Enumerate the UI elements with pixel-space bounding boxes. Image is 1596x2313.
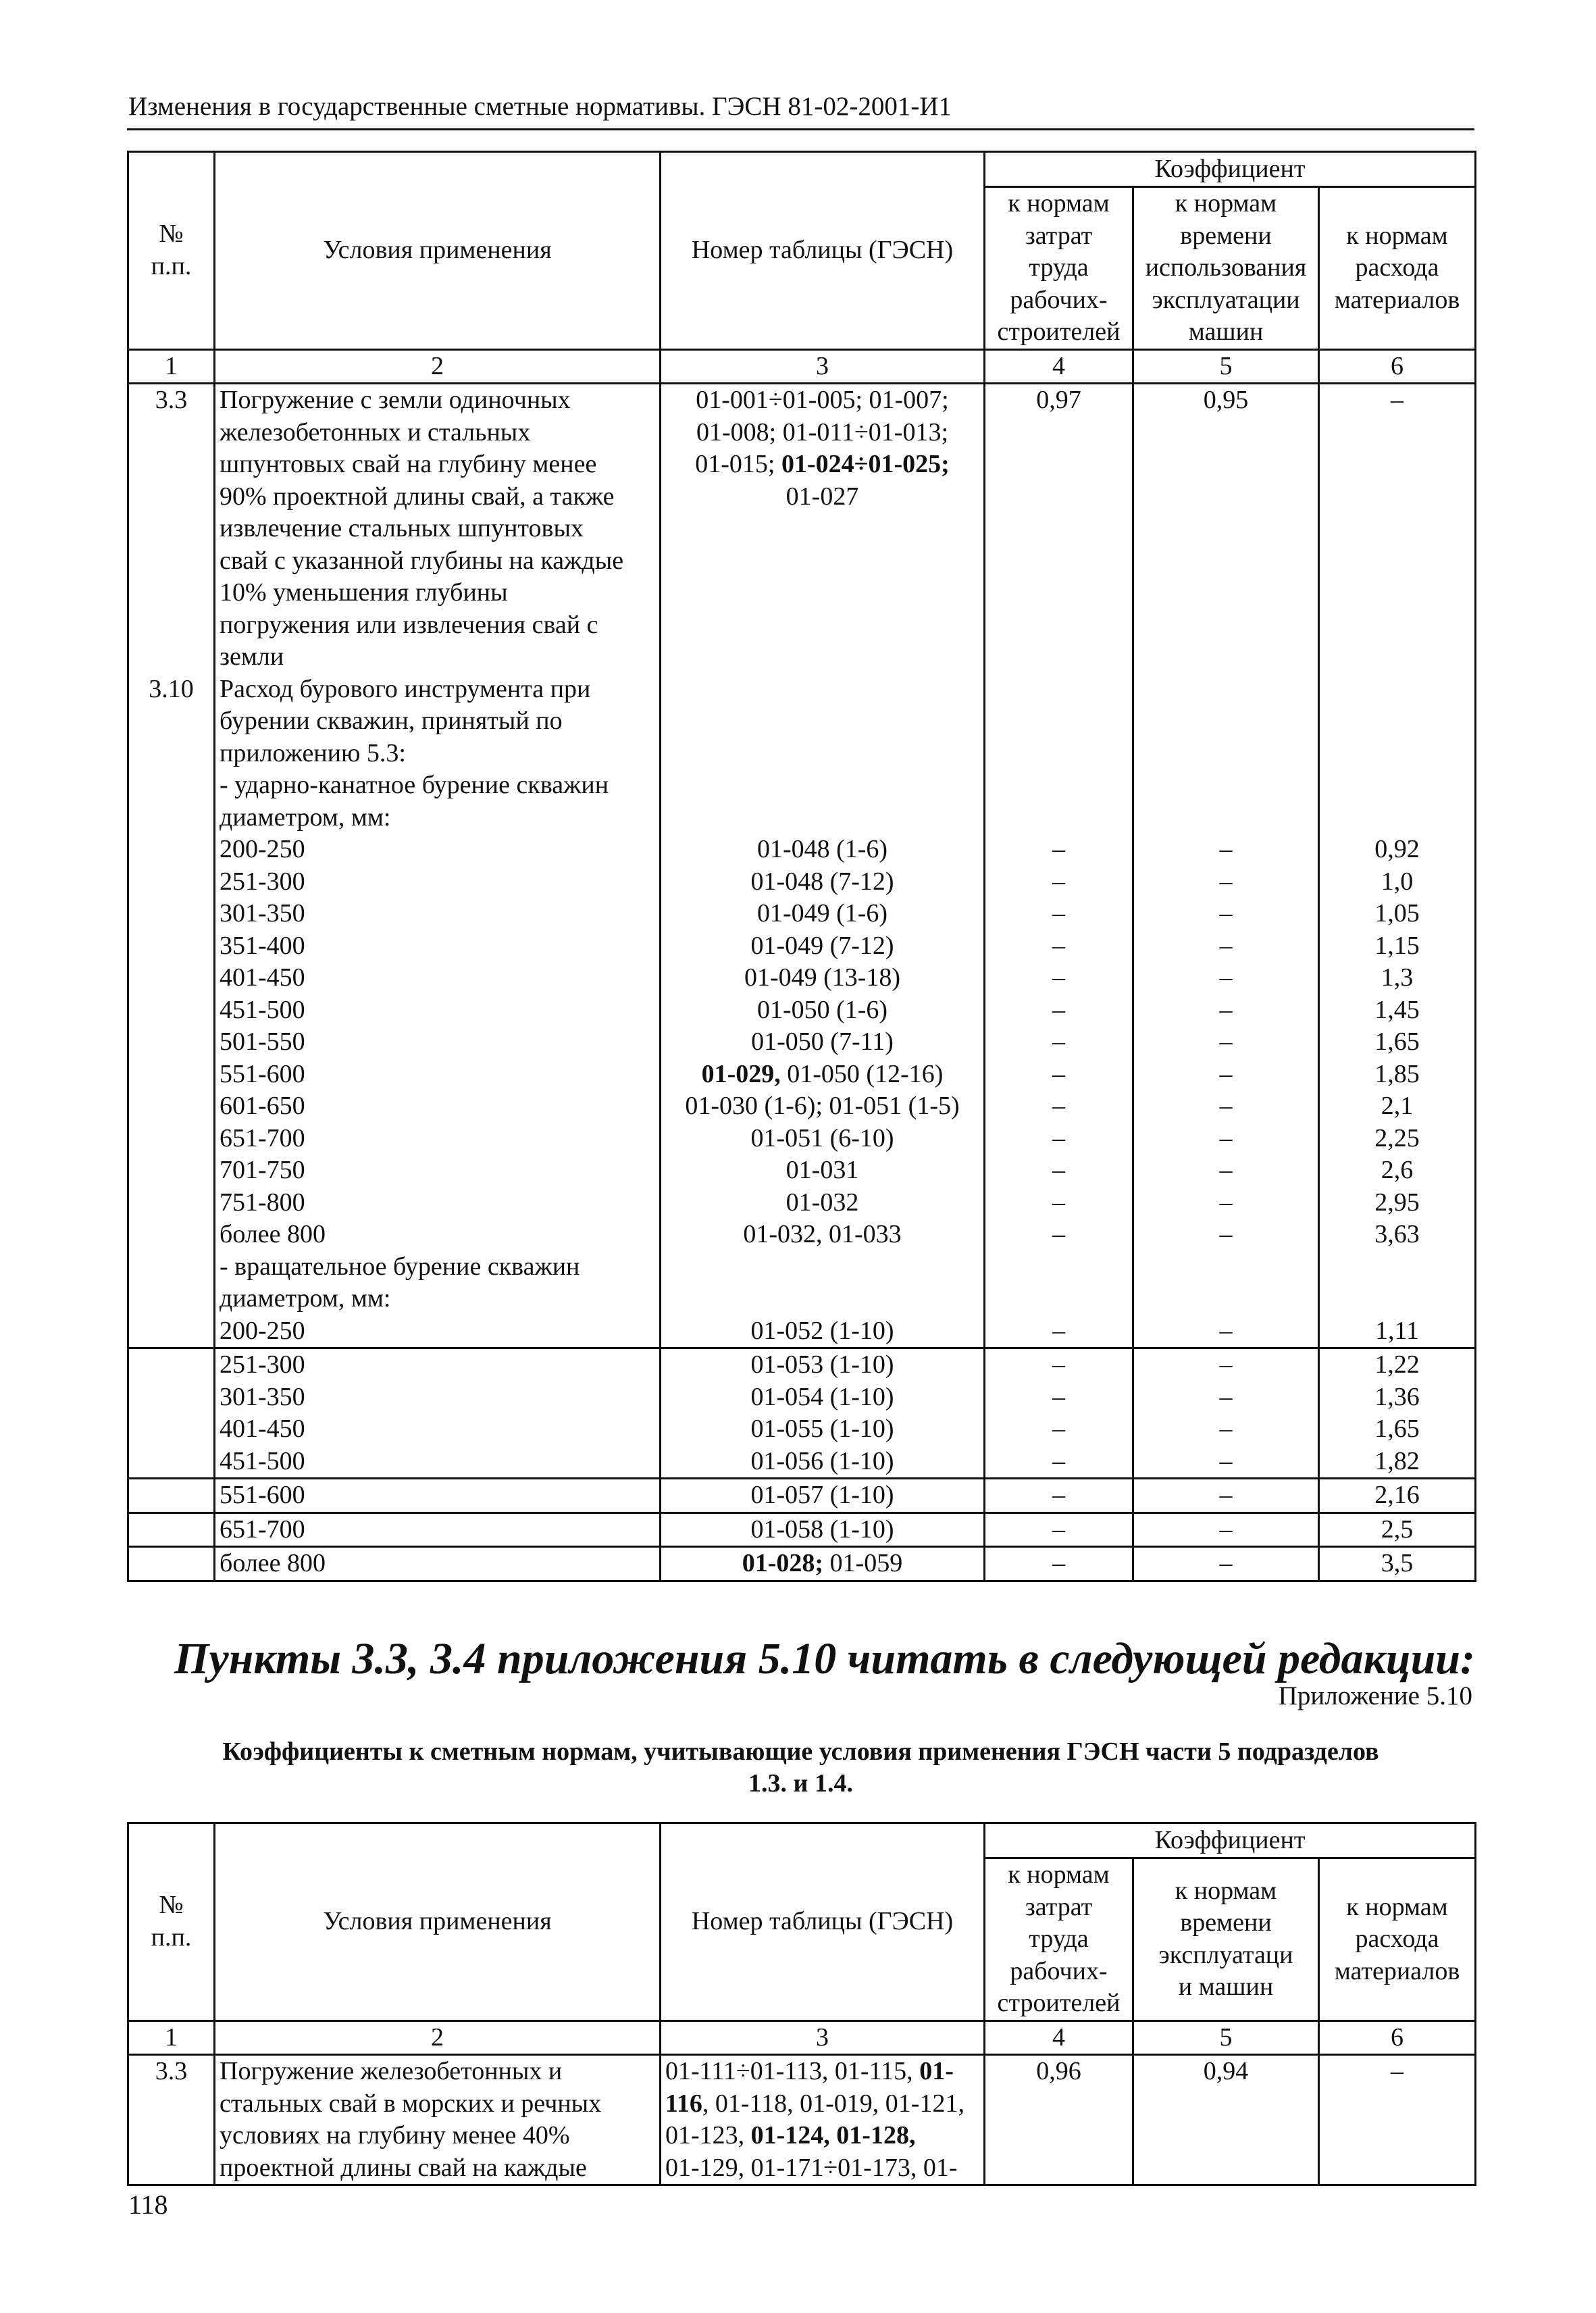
table-number-line: 01-001÷01-005; 01-007; <box>696 386 949 414</box>
condition-line: шпунтовых свай на глубину менее <box>220 450 597 478</box>
labor-coef <box>985 577 1132 609</box>
machine-coef: – <box>1219 835 1233 863</box>
item-number <box>129 417 213 449</box>
machine-coef: – <box>1219 1123 1233 1152</box>
machine-coef <box>1134 769 1318 802</box>
condition-line: 401-450 <box>220 1415 305 1443</box>
item-number: 3.10 <box>149 674 194 703</box>
row-table-numbers <box>661 384 985 1348</box>
header-machines: к нормам времени использования эксплуатации машин <box>1133 187 1319 350</box>
table-number-line: 01-050 (7-11) <box>751 1027 894 1056</box>
page-number: 118 <box>128 2189 168 2220</box>
table-number-line <box>661 802 983 834</box>
table-number-line <box>661 577 983 609</box>
table-number-line <box>661 641 983 673</box>
machine-coef <box>1134 1251 1318 1283</box>
table-number-line <box>661 673 983 706</box>
machine-coef: – <box>1219 1156 1233 1184</box>
table-number-line: 01-111÷01-113, 01-115, 01- <box>665 2057 954 2085</box>
header-conditions: Условия применения <box>215 152 661 350</box>
machine-coef <box>1134 705 1318 738</box>
coefficients-table-2 <box>127 1822 1476 2186</box>
material-coef: 1,11 <box>1374 1316 1420 1345</box>
machine-coef: – <box>1219 867 1233 896</box>
material-coef: 1,85 <box>1374 1059 1420 1088</box>
condition-line: 351-400 <box>220 931 305 960</box>
condition-line: бурении скважин, принятый по <box>220 707 563 735</box>
row-material-coef <box>1319 384 1476 1348</box>
material-coef <box>1320 802 1474 834</box>
material-coef: – <box>1391 386 1404 414</box>
header-labor: к нормам затрат труда рабочих- строителей <box>985 187 1133 350</box>
condition-line: диаметром, мм: <box>220 1284 391 1313</box>
labor-coef: – <box>1052 963 1065 992</box>
item-number <box>129 449 213 481</box>
condition-line: 200-250 <box>220 835 305 863</box>
machine-coef <box>1134 802 1318 834</box>
table-number-line: 01-027 <box>786 482 859 511</box>
condition-line: 651-700 <box>220 1123 305 1152</box>
table-row: более 800 01-028; 01-059 – – 3,5 <box>128 1547 1476 1581</box>
material-coef <box>1320 513 1474 545</box>
material-coef: 1,3 <box>1381 963 1414 992</box>
labor-coef <box>985 738 1132 770</box>
material-coef: 3,63 <box>1374 1220 1420 1248</box>
machine-coef: – <box>1219 1415 1233 1443</box>
table-number-line: 01-032, 01-033 <box>743 1220 902 1248</box>
table-number-line: 01-008; 01-011÷01-013; <box>696 417 949 447</box>
machine-coef <box>1134 641 1318 673</box>
condition-line: земли <box>220 642 284 671</box>
row-conditions <box>215 2055 661 2185</box>
header-labor: к нормам затрат труда рабочих- строителей <box>985 1858 1133 2021</box>
labor-coef: – <box>1052 1382 1065 1411</box>
condition-line: 301-350 <box>220 899 305 927</box>
item-number <box>129 609 213 642</box>
machine-coef: – <box>1219 1220 1233 1248</box>
table-number-line: 01-030 (1-6); 01-051 (1-5) <box>685 1092 960 1120</box>
item-number <box>129 641 213 673</box>
condition-line: условиях на глубину менее 40% <box>220 2121 570 2150</box>
condition-line: Погружение с земли одиночных <box>220 386 571 414</box>
material-coef: 2,95 <box>1374 1188 1420 1217</box>
condition-line: 10% уменьшения глубины <box>220 578 508 607</box>
material-coef <box>1320 545 1474 578</box>
condition-line: 501-550 <box>220 1027 305 1056</box>
condition-line: 701-750 <box>220 1156 305 1184</box>
machine-coef <box>1134 673 1318 706</box>
material-coef: 1,65 <box>1374 1027 1420 1056</box>
header-num: № п.п. <box>128 152 215 350</box>
condition-line: 251-300 <box>220 867 305 896</box>
table-number-line: 116, 01-118, 01-019, 01-121, <box>665 2089 964 2118</box>
condition-line: свай с указанной глубины на каждые <box>220 546 624 575</box>
row-machine-coef <box>1133 384 1319 1348</box>
material-coef <box>1320 449 1474 481</box>
table-number-line <box>661 769 983 802</box>
condition-line: проектной длины свай на каждые <box>220 2153 587 2182</box>
table-number-line: 01-029, 01-050 (12-16) <box>701 1059 944 1088</box>
labor-coef <box>985 513 1132 545</box>
machine-coef <box>1134 481 1318 513</box>
material-coef <box>1320 705 1474 738</box>
labor-coef <box>985 1251 1132 1283</box>
table-number-line: 01-050 (1-6) <box>756 995 888 1024</box>
machine-coef <box>1134 417 1318 449</box>
machine-coef <box>1134 577 1318 609</box>
table-number-line <box>661 1251 983 1283</box>
machine-coef: – <box>1219 1382 1233 1411</box>
column-numbers-row: 1 2 3 4 5 6 <box>128 349 1476 384</box>
header-materials: к нормам расхода материалов <box>1319 187 1476 350</box>
labor-coef: – <box>1052 867 1065 896</box>
material-coef <box>1320 609 1474 642</box>
machine-coef <box>1134 609 1318 642</box>
machine-coef: – <box>1219 995 1233 1024</box>
row-table-numbers <box>661 1348 985 1479</box>
material-coef: 0,92 <box>1374 835 1420 863</box>
row-numbers <box>128 384 215 1348</box>
table-number-line: 01-031 <box>786 1156 859 1184</box>
condition-line: - ударно-канатное бурение скважин <box>220 771 609 799</box>
material-coef: 1,22 <box>1374 1350 1420 1379</box>
running-header: Изменения в государственные сметные нормативы. ГЭСН 81-02-2001-И1 <box>128 92 952 121</box>
machine-coef: – <box>1219 899 1233 927</box>
labor-coef: – <box>1052 1059 1065 1088</box>
item-number <box>129 577 213 609</box>
condition-line: 451-500 <box>220 995 305 1024</box>
machine-coef: – <box>1219 1350 1233 1379</box>
labor-coef: – <box>1052 1123 1065 1152</box>
table-row-block-2 <box>128 1348 1476 1479</box>
condition-line: приложению 5.3: <box>220 738 406 767</box>
material-coef: 1,45 <box>1374 995 1420 1024</box>
labor-coef: – <box>1052 899 1065 927</box>
labor-coef: – <box>1052 835 1065 863</box>
header-materials: к нормам расхода материалов <box>1319 1858 1476 2021</box>
table-number-line: 01-048 (7-12) <box>750 867 894 896</box>
condition-line: Погружение железобетонных и <box>220 2057 563 2085</box>
table-number-line <box>661 513 983 545</box>
condition-line: диаметром, мм: <box>220 803 391 832</box>
machine-coef <box>1134 545 1318 578</box>
table-caption: Коэффициенты к сметным нормам, учитывающие условия применения ГЭСН части 5 подразделов 1.3. и 1.4. <box>222 1737 1379 1798</box>
condition-line: извлечение стальных шпунтовых <box>220 514 584 542</box>
material-coef: 1,65 <box>1374 1415 1420 1443</box>
labor-coef: 0,97 <box>1036 386 1081 414</box>
labor-coef <box>985 769 1132 802</box>
header-rule <box>127 128 1474 130</box>
material-coef <box>1320 577 1474 609</box>
table-number-line <box>661 609 983 642</box>
material-coef <box>1320 1283 1474 1315</box>
condition-line: 251-300 <box>220 1350 305 1379</box>
table-number-line: 01-048 (1-6) <box>756 835 888 863</box>
row-material-coef <box>1319 1348 1476 1479</box>
condition-line: более 800 <box>220 1220 326 1248</box>
machine-coef <box>1134 513 1318 545</box>
item-number <box>129 513 213 545</box>
header-coefficient: Коэффициент <box>985 1823 1476 1858</box>
table-number-line: 01-049 (7-12) <box>750 931 894 960</box>
table-number-line: 01-049 (1-6) <box>756 899 888 927</box>
labor-coef <box>985 802 1132 834</box>
machine-coef: – <box>1219 1092 1233 1120</box>
labor-coef <box>985 673 1132 706</box>
labor-coef: – <box>1052 1446 1065 1475</box>
material-coef <box>1320 769 1474 802</box>
machine-coef: – <box>1219 1027 1233 1056</box>
table-number-line: 01-052 (1-10) <box>750 1316 894 1345</box>
material-coef: 1,36 <box>1374 1382 1420 1411</box>
table-number-line <box>661 705 983 738</box>
row-labor-coef <box>985 384 1133 1348</box>
material-coef: 1,15 <box>1374 931 1420 960</box>
condition-line: 451-500 <box>220 1446 305 1475</box>
labor-coef <box>985 481 1132 513</box>
material-coef: 1,05 <box>1374 899 1420 927</box>
machine-coef <box>1134 1283 1318 1315</box>
labor-coef: – <box>1052 1188 1065 1217</box>
material-coef <box>1320 481 1474 513</box>
table-row-block-1 <box>128 384 1476 1348</box>
machine-coef: – <box>1219 1316 1233 1345</box>
material-coef: 2,25 <box>1374 1123 1420 1152</box>
header-table-no: Номер таблицы (ГЭСН) <box>661 1823 985 2021</box>
item-number: 3.3 <box>155 386 188 414</box>
material-coef: 2,1 <box>1381 1092 1414 1120</box>
labor-coef: – <box>1052 1156 1065 1184</box>
material-coef <box>1320 738 1474 770</box>
labor-coef: – <box>1052 1350 1065 1379</box>
machine-coef <box>1134 449 1318 481</box>
item-number <box>129 481 213 513</box>
labor-coef <box>985 449 1132 481</box>
table-number-line <box>661 545 983 578</box>
labor-coef <box>985 641 1132 673</box>
labor-coef: – <box>1052 1316 1065 1345</box>
table-number-line: 01-129, 01-171÷01-173, 01- <box>665 2153 958 2182</box>
labor-coef: – <box>1052 931 1065 960</box>
table-number-line: 01-054 (1-10) <box>750 1382 894 1411</box>
material-coef <box>1320 417 1474 449</box>
row-conditions <box>215 384 661 1348</box>
table-number-line: 01-123, 01-124, 01-128, <box>665 2121 916 2150</box>
condition-line: 601-650 <box>220 1092 305 1120</box>
condition-line: 751-800 <box>220 1188 305 1217</box>
header-coefficient: Коэффициент <box>985 152 1476 187</box>
labor-coef: – <box>1052 1027 1065 1056</box>
item-number <box>129 545 213 578</box>
condition-line: 301-350 <box>220 1382 305 1411</box>
column-numbers-row: 1 2 3 4 5 6 <box>128 2020 1476 2055</box>
row-machine-coef <box>1133 1348 1319 1479</box>
condition-line: - вращательное бурение скважин <box>220 1252 580 1281</box>
labor-coef <box>985 417 1132 449</box>
condition-line: погружения или извлечения свай с <box>220 610 598 639</box>
table-number-line <box>661 1283 983 1315</box>
row-table-numbers <box>661 2055 985 2185</box>
machine-coef: – <box>1219 1059 1233 1088</box>
condition-line: 200-250 <box>220 1316 305 1345</box>
header-num: № п.п. <box>128 1823 215 2021</box>
labor-coef: – <box>1052 1220 1065 1248</box>
header-machines: к нормам времени эксплуатаци и машин <box>1133 1858 1319 2021</box>
material-coef <box>1320 673 1474 706</box>
table-row: 651-700 01-058 (1-10) – – 2,5 <box>128 1513 1476 1547</box>
table-number-line: 01-049 (13-18) <box>744 963 901 992</box>
header-conditions: Условия применения <box>215 1823 661 2021</box>
coefficients-table-1 <box>127 151 1476 1582</box>
material-coef <box>1320 1251 1474 1283</box>
condition-line: стальных свай в морских и речных <box>220 2089 602 2118</box>
labor-coef: – <box>1052 1092 1065 1120</box>
condition-line: 551-600 <box>220 1059 305 1088</box>
labor-coef <box>985 1283 1132 1315</box>
table-number-line: 01-056 (1-10) <box>750 1446 894 1475</box>
machine-coef: – <box>1219 931 1233 960</box>
machine-coef <box>1134 738 1318 770</box>
table-row: 551-600 01-057 (1-10) – – 2,16 <box>128 1479 1476 1513</box>
condition-line: 401-450 <box>220 963 305 992</box>
labor-coef <box>985 609 1132 642</box>
labor-coef: – <box>1052 1415 1065 1443</box>
machine-coef: – <box>1219 1446 1233 1475</box>
condition-line: 90% проектной длины свай, а также <box>220 482 615 511</box>
condition-line: железобетонных и стальных <box>220 417 531 447</box>
labor-coef <box>985 545 1132 578</box>
labor-coef <box>985 705 1132 738</box>
table-number-line: 01-055 (1-10) <box>750 1415 894 1443</box>
row-labor-coef <box>985 1348 1133 1479</box>
table-number-line: 01-015; 01-024÷01-025; <box>695 450 950 478</box>
section-title: Пункты 3.3, 3.4 приложения 5.10 читать в следующей редакции: <box>174 1634 1475 1683</box>
labor-coef: – <box>1052 995 1065 1024</box>
table-number-line: 01-053 (1-10) <box>750 1350 894 1379</box>
material-coef: 1,82 <box>1374 1446 1420 1475</box>
material-coef <box>1320 641 1474 673</box>
table-row: 3.3 Погружение железобетонных и стальных свай в морских и речных условиях на глубину менее 40% проектной длины свай на каждые 01-111÷01-113, 01-115, 01- 116, 01-118, 01-019, 01-121, 01-123, 01-124, 01-128, 01-129, 01-171÷01-173, 01- 0,96 0,94 – <box>128 2055 1476 2185</box>
machine-coef: – <box>1219 1188 1233 1217</box>
header-table-no: Номер таблицы (ГЭСН) <box>661 152 985 350</box>
row-conditions <box>215 1348 661 1479</box>
machine-coef: – <box>1219 963 1233 992</box>
appendix-label: Приложение 5.10 <box>1278 1681 1472 1710</box>
condition-line: Расход бурового инструмента при <box>220 674 591 703</box>
table-number-line <box>661 738 983 770</box>
machine-coef: 0,95 <box>1203 386 1249 414</box>
table-number-line: 01-051 (6-10) <box>750 1123 894 1152</box>
material-coef: 2,6 <box>1381 1156 1414 1184</box>
material-coef: 1,0 <box>1381 867 1414 896</box>
table-number-line: 01-032 <box>786 1188 859 1217</box>
